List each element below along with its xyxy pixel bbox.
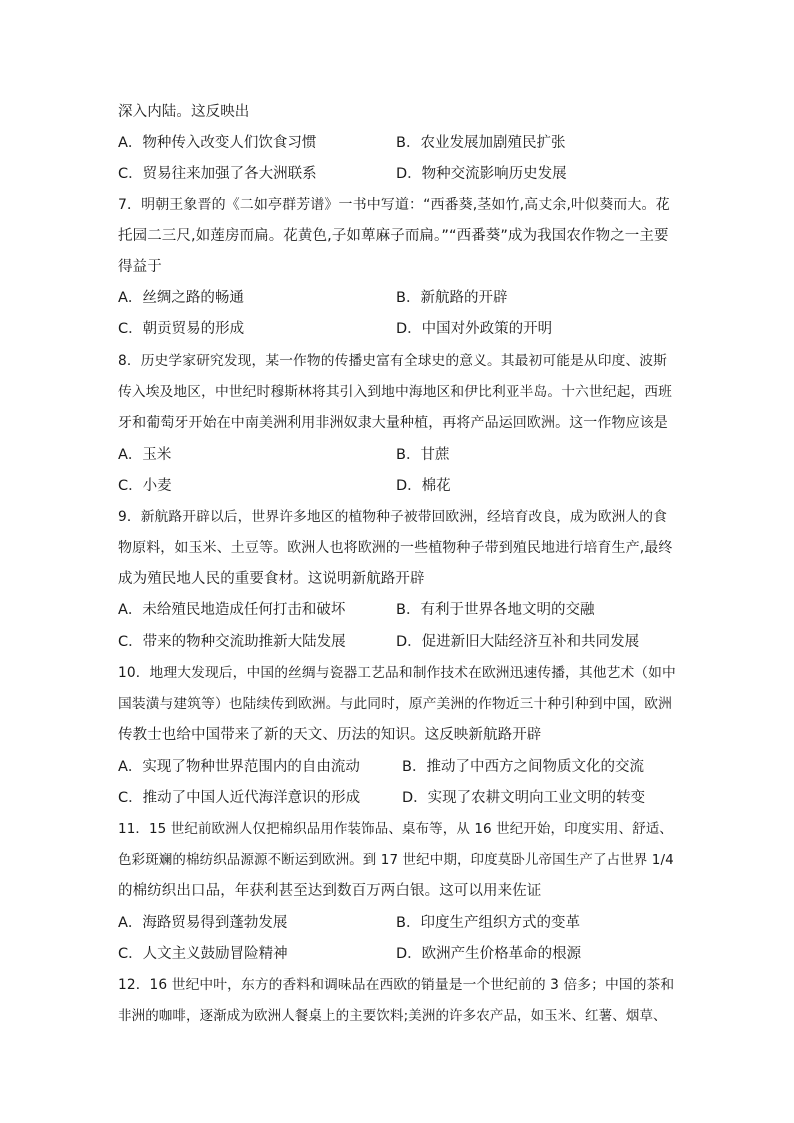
q11-option-b: B．印度生产组织方式的变革 [396, 915, 580, 931]
q6-stem-tail: 深入内陆。这反映出 [118, 104, 250, 120]
q8-stem-line1: 8．历史学家研究发现，某一作物的传播史富有全球史的意义。其最初可能是从印度、波斯 [118, 353, 668, 369]
q8-option-c: C．小麦 [118, 478, 172, 494]
q9-stem-line2: 物原料，如玉米、土豆等。欧洲人也将欧洲的一些植物种子带到殖民地进行培育生产,最终 [118, 540, 673, 556]
q11-option-c: C．人文主义鼓励冒险精神 [118, 946, 288, 962]
q9-option-c: C．带来的物种交流助推新大陆发展 [118, 634, 346, 650]
q10-option-d: D．实现了农耕文明向工业文明的转变 [402, 790, 646, 806]
q11-stem-line3: 的棉纺织出口品，年获利甚至达到数百万两白银。这可以用来佐证 [118, 883, 542, 899]
q10-option-b: B．推动了中西方之间物质文化的交流 [402, 759, 644, 775]
q9-stem-line3: 成为殖民地人民的重要食材。这说明新航路开辟 [118, 571, 425, 587]
q11-option-a: A．海路贸易得到蓬勃发展 [118, 915, 288, 931]
q7-stem-line3: 得益于 [118, 259, 162, 275]
q7-option-c: C．朝贡贸易的形成 [118, 321, 245, 337]
q10-stem-line3: 传教士也给中国带来了新的天文、历法的知识。这反映新航路开辟 [118, 727, 542, 743]
q10-stem-line1: 10．地理大发现后，中国的丝绸与瓷器工艺品和制作技术在欧洲迅速传播，其他艺术（如中 [118, 665, 676, 681]
q9-option-d: D．促进新旧大陆经济互补和共同发展 [396, 634, 640, 650]
q8-stem-line2: 传入埃及地区，中世纪时穆斯林将其引入到地中海地区和伊比利亚半岛。十六世纪起，西班 [118, 384, 673, 400]
q10-stem-line2: 国装潢与建筑等）也陆续传到欧洲。与此同时，原产美洲的作物近三十种引种到中国，欧洲 [118, 696, 673, 712]
q12-stem-line1: 12．16 世纪中叶，东方的香料和调味品在西欧的销量是一个世纪前的 3 倍多；中国的茶和 [118, 977, 675, 993]
q6-option-a: A．物种传入改变人们饮食习惯 [118, 135, 317, 151]
q7-option-b: B．新航路的开辟 [396, 290, 508, 306]
q10-option-c: C．推动了中国人近代海洋意识的形成 [118, 790, 361, 806]
q8-option-d: D．棉花 [396, 478, 451, 494]
q9-option-a: A．未给殖民地造成任何打击和破坏 [118, 602, 346, 618]
q7-option-a: A．丝绸之路的畅通 [118, 290, 244, 306]
q8-stem-line3: 牙和葡萄牙开始在中南美洲利用非洲奴隶大量种植，再将产品运回欧洲。这一作物应该是 [118, 415, 668, 431]
q7-stem-line1: 7．明朝王象晋的《二如亭群芳谱》一书中写道：“西番葵,茎如竹,高丈余,叶似葵而大。花 [118, 197, 670, 213]
q6-option-d: D．物种交流影响历史发展 [396, 166, 567, 182]
q8-option-b: B．甘蔗 [396, 447, 450, 463]
q7-stem-line2: 托园二三尺,如莲房而扁。花黄色,子如萆麻子而扁。”“西番葵”成为我国农作物之一主要 [118, 228, 669, 244]
q9-option-b: B．有利于世界各地文明的交融 [396, 602, 595, 618]
q12-stem-line2: 非洲的咖啡，逐渐成为欧洲人餐桌上的主要饮料;美洲的许多农产品，如玉米、红薯、烟草、 [118, 1008, 667, 1024]
q7-option-d: D．中国对外政策的开明 [396, 321, 553, 337]
q11-option-d: D．欧洲产生价格革命的根源 [396, 946, 582, 962]
q10-option-a: A．实现了物种世界范围内的自由流动 [118, 759, 360, 775]
q11-stem-line1: 11．15 世纪前欧洲人仅把棉织品用作装饰品、桌布等，从 16 世纪开始，印度实用、舒适、 [118, 821, 673, 837]
q11-stem-line2: 色彩斑斓的棉纺织品源源不断运到欧洲。到 17 世纪中期，印度莫卧儿帝国生产了占世界 1/4 [118, 852, 674, 868]
q6-option-b: B．农业发展加剧殖民扩张 [396, 135, 566, 151]
q8-option-a: A．玉米 [118, 447, 172, 463]
q9-stem-line1: 9．新航路开辟以后，世界许多地区的植物种子被带回欧洲，经培育改良，成为欧洲人的食 [118, 509, 668, 525]
q6-option-c: C．贸易往来加强了各大洲联系 [118, 166, 317, 182]
